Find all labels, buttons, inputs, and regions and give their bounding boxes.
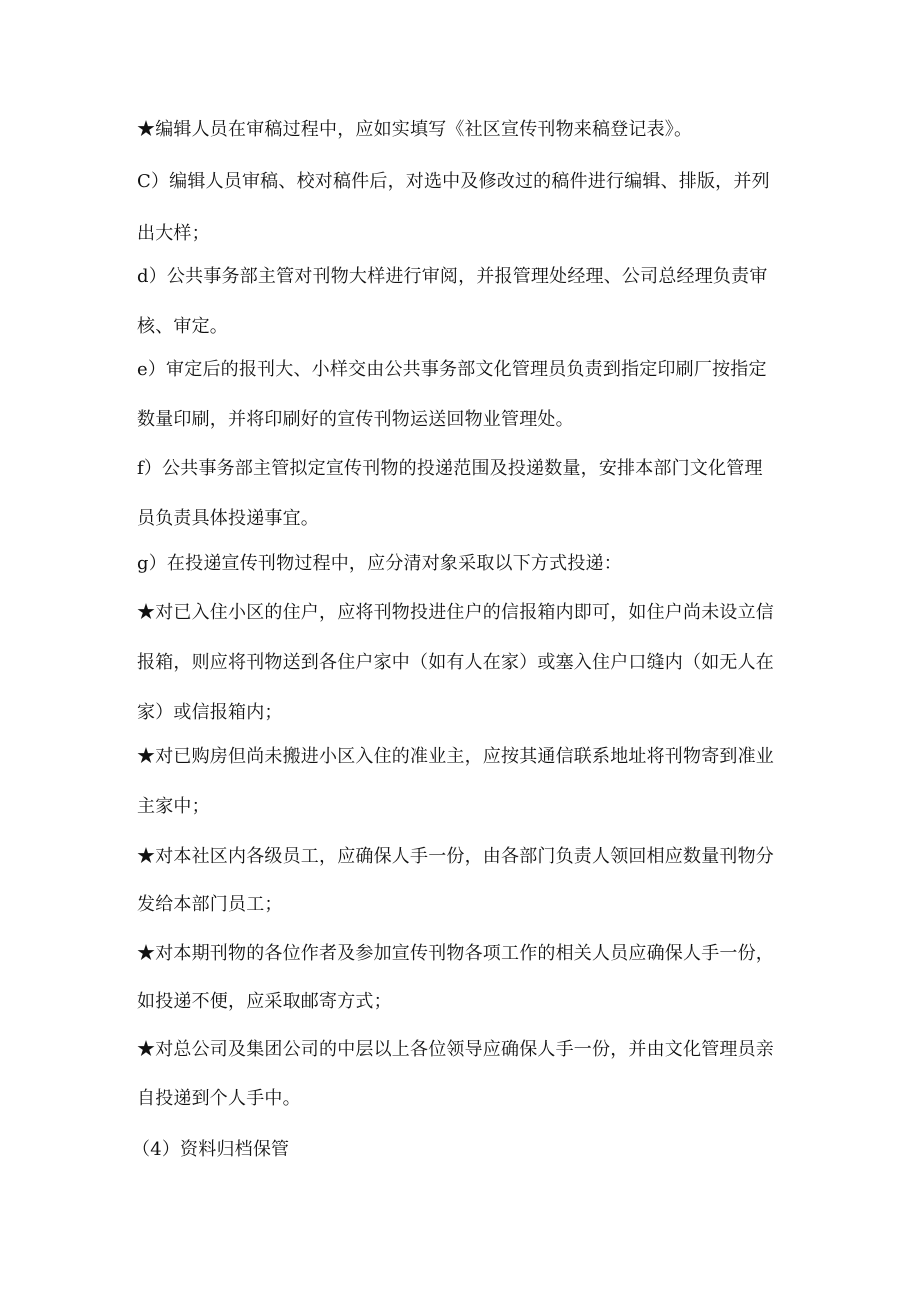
text-line: d）公共事务部主管对刊物大样进行审阅，并报管理处经理、公司总经理负责审 [137,266,768,287]
text-line: 家）或信报箱内； [137,702,283,723]
section-heading: （4）资料归档保管 [132,1139,290,1160]
text-line: ★对已入住小区的住户，应将刊物投进住户的信报箱内即可，如住户尚未设立信 [137,602,774,623]
text-line: g）在投递宣传刊物过程中，应分清对象采取以下方式投递： [137,553,622,574]
text-line: C）编辑人员审稿、校对稿件后，对选中及修改过的稿件进行编辑、排版，并列 [137,171,770,192]
text-line: ★对已购房但尚未搬进小区入住的准业主，应按其通信联系地址将刊物寄到准业 [137,746,774,767]
text-line: f）公共事务部主管拟定宣传刊物的投递范围及投递数量，安排本部门文化管理 [137,458,763,479]
text-line: 报箱，则应将刊物送到各住户家中（如有人在家）或塞入住户口缝内（如无人在 [137,652,774,673]
text-line: 员负责具体投递事宜。 [137,508,319,529]
text-line: 如投递不便，应采取邮寄方式； [137,991,392,1012]
text-line: 发给本部门员工； [137,894,283,915]
text-line: 出大样； [137,223,210,244]
text-line: ★对本期刊物的各位作者及参加宣传刊物各项工作的相关人员应确保人手一份， [137,943,774,964]
text-line: 主家中； [137,796,210,817]
text-line: 自投递到个人手中。 [137,1088,301,1109]
text-line: 核、审定。 [137,316,228,337]
text-line: 数量印刷，并将印刷好的宣传刊物运送回物业管理处。 [137,409,574,430]
text-line: ★对本社区内各级员工，应确保人手一份，由各部门负责人领回相应数量刊物分 [137,846,774,867]
text-line: e）审定后的报刊大、小样交由公共事务部文化管理员负责到指定印刷厂按指定 [137,359,767,380]
text-line: ★对总公司及集团公司的中层以上各位领导应确保人手一份，并由文化管理员亲 [137,1039,774,1060]
text-line: ★编辑人员在审稿过程中，应如实填写《社区宣传刊物来稿登记表》。 [137,119,693,140]
